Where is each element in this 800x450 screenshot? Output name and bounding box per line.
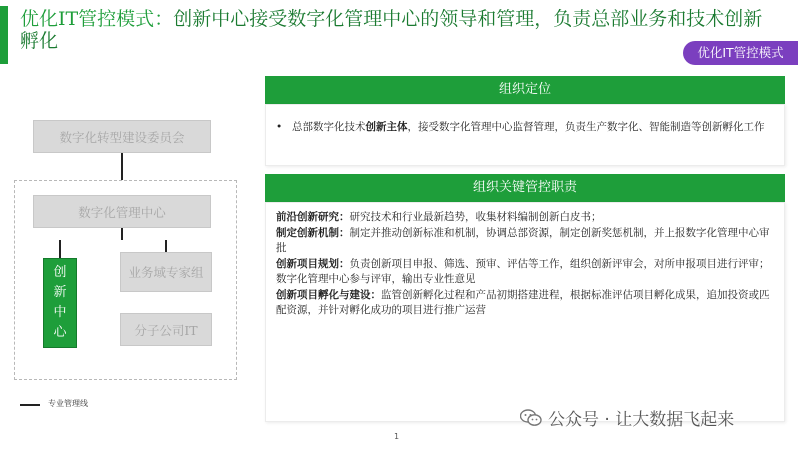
watermark-text: 公众号 · 让大数据飞起来 — [548, 410, 735, 430]
positioning-header: 组织定位 — [265, 76, 785, 104]
legend-label: 专业管理线 — [48, 399, 88, 408]
duty-item — [276, 257, 772, 288]
title-prefix: 优化IT管控模式 — [20, 8, 155, 30]
org-connector — [121, 153, 123, 180]
org-connector — [165, 240, 167, 252]
positioning-bullet-row — [276, 119, 766, 136]
duty-item — [276, 226, 772, 257]
page-number: 1 — [394, 432, 400, 441]
wechat-icon — [520, 409, 542, 427]
duty-item — [276, 210, 772, 226]
positioning-text-before: 总部数字化技术 — [292, 121, 366, 133]
duty-label: 前沿创新研究： — [276, 211, 350, 223]
bullet-dot: • — [276, 121, 283, 133]
org-box-expert-group: 业务域专家组 — [120, 252, 212, 292]
positioning-text-strong: 创新主体 — [365, 121, 408, 133]
innovation-char: 心 — [53, 325, 67, 340]
duties-header: 组织关键管控职责 — [265, 174, 785, 202]
duty-item — [276, 288, 772, 319]
title-body: 创新中心接受数字化管理中心的领导和管理，负责总部业务和技术创新孵化 — [20, 8, 763, 52]
watermark — [520, 405, 734, 430]
title-accent-bar — [0, 6, 8, 64]
legend-line — [20, 404, 40, 406]
innovation-char: 新 — [53, 285, 67, 300]
duty-text: 研究技术和行业最新趋势，收集材料编制创新白皮书； — [349, 211, 602, 223]
org-box-subsidiary-it: 分子公司IT — [120, 313, 212, 346]
mode-badge: 优化IT管控模式 — [683, 41, 798, 65]
duty-label: 制定创新机制： — [276, 226, 350, 239]
duty-text: 制定并推动创新标准和机制，协调总部资源，制定创新奖惩机制，并上报数字化管理中心审批 — [276, 226, 770, 254]
org-box-innovation-center — [43, 258, 77, 348]
title-colon: ： — [154, 8, 174, 30]
positioning-panel — [265, 104, 785, 166]
org-connector — [121, 228, 123, 240]
duty-label: 创新项目规划： — [276, 257, 350, 270]
org-connector — [59, 240, 61, 258]
org-box-digital-center: 数字化管理中心 — [33, 195, 211, 228]
duty-text: 负责创新项目申报、筛选、预审、评估等工作，组织创新评审会，对所申报项目进行评审；数字化管理中心参与评审，输出专业性意见 — [276, 257, 770, 285]
org-box-committee: 数字化转型建设委员会 — [33, 120, 211, 153]
positioning-text — [292, 119, 765, 136]
positioning-text-after: ，接受数字化管理中心监督管理，负责生产数字化、智能制造等创新孵化工作 — [407, 121, 765, 133]
duty-text: 监管创新孵化过程和产品初期搭建进程，根据标准评估项目孵化成果，追加投资或匹配资源，并针对孵化成功的项目进行推广运营 — [276, 288, 770, 316]
innovation-char: 中 — [53, 305, 67, 320]
duties-panel — [265, 202, 785, 422]
duty-label: 创新项目孵化与建设： — [276, 288, 381, 301]
page-title — [20, 8, 780, 52]
innovation-char: 创 — [53, 265, 67, 280]
